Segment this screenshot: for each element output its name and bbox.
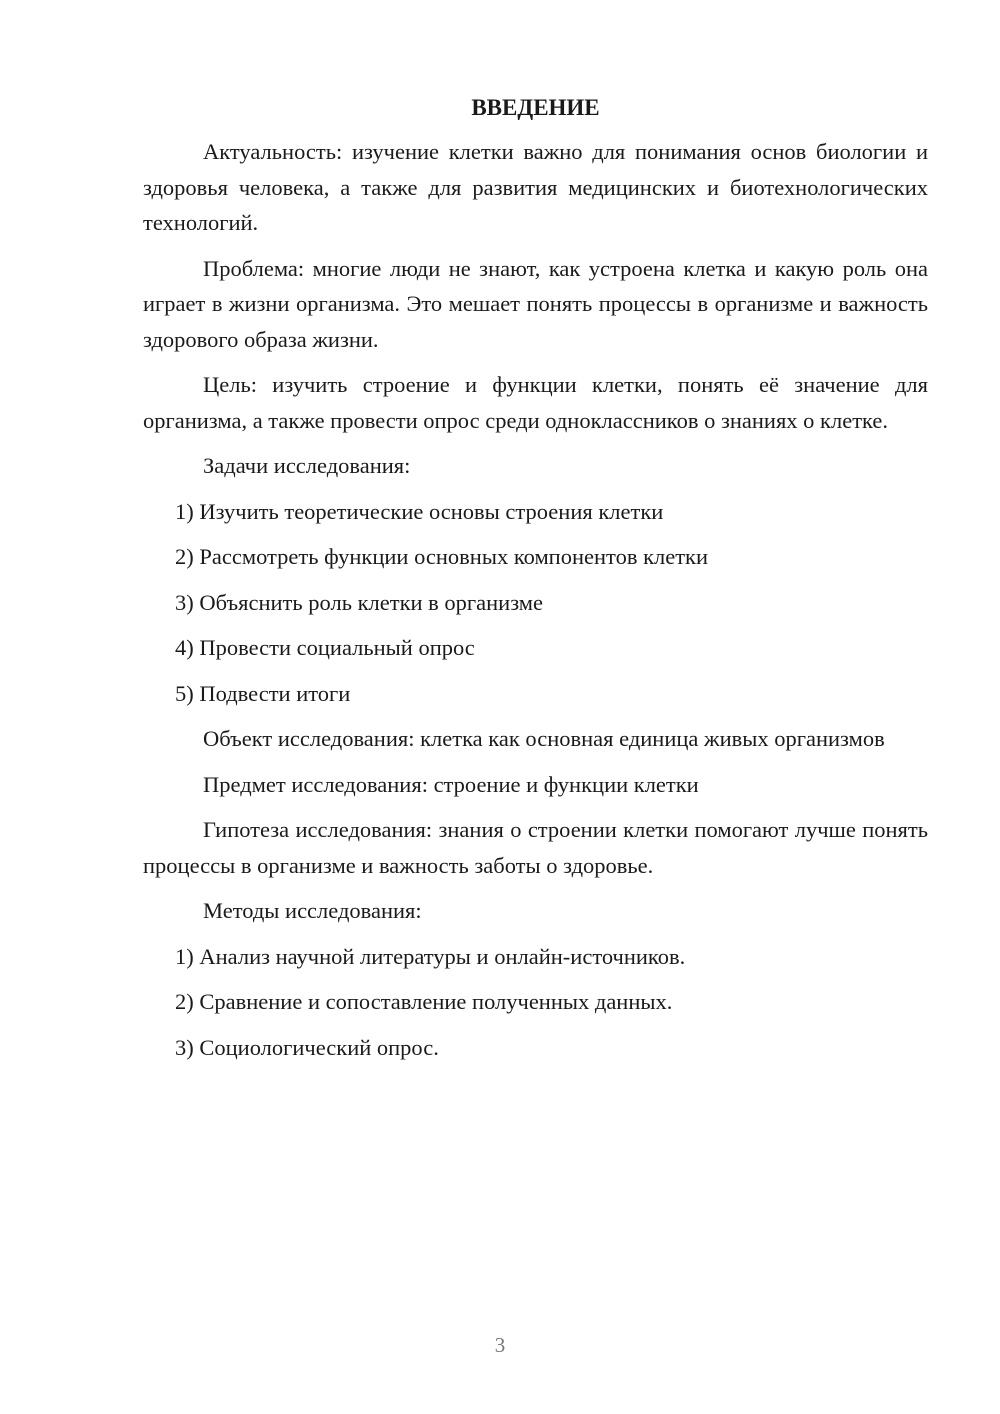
method-item: 1) Анализ научной литературы и онлайн-источников.: [175, 943, 686, 969]
goal-paragraph: Цель: изучить строение и функции клетки, понять её значение для организма, а также провести опрос среди одноклассников о знаниях о клетке.: [143, 372, 928, 433]
tasks-list: [143, 494, 928, 712]
task-item: 2) Рассмотреть функции основных компонентов клетки: [175, 544, 709, 569]
page-content: [143, 90, 928, 1075]
task-item: 5) Подвести итоги: [175, 680, 351, 706]
methods-list: [143, 939, 928, 1066]
hypothesis-paragraph: Гипотеза исследования: знания о строении клетки помогают лучше понять процессы в организме и важность заботы о здоровье.: [143, 817, 928, 878]
task-item: 3) Объяснить роль клетки в организме: [175, 589, 544, 615]
tasks-heading: Задачи исследования:: [203, 453, 411, 478]
method-item: 3) Социологический опрос.: [175, 1034, 439, 1060]
page-number: 3: [494, 1333, 506, 1357]
subject-paragraph: Предмет исследования: строение и функции клетки: [203, 771, 699, 797]
task-item: 4) Провести социальный опрос: [175, 635, 475, 660]
problem-paragraph: Проблема: многие люди не знают, как устроена клетка и какую роль она играет в жизни организма. Это мешает понять процессы в организме и важность здорового образа жизни.: [143, 255, 928, 352]
relevance-paragraph: Актуальность: изучение клетки важно для понимания основ биологии и здоровья человека, а также для развития медицинских и биотехнологических технологий.: [143, 139, 928, 235]
section-title: ВВЕДЕНИЕ: [471, 95, 600, 120]
task-item: 1) Изучить теоретические основы строения клетки: [175, 498, 664, 524]
object-paragraph: Объект исследования: клетка как основная единица живых организмов: [203, 726, 885, 751]
methods-heading: Методы исследования:: [203, 898, 422, 923]
method-item: 2) Сравнение и сопоставление полученных данных.: [175, 989, 673, 1014]
